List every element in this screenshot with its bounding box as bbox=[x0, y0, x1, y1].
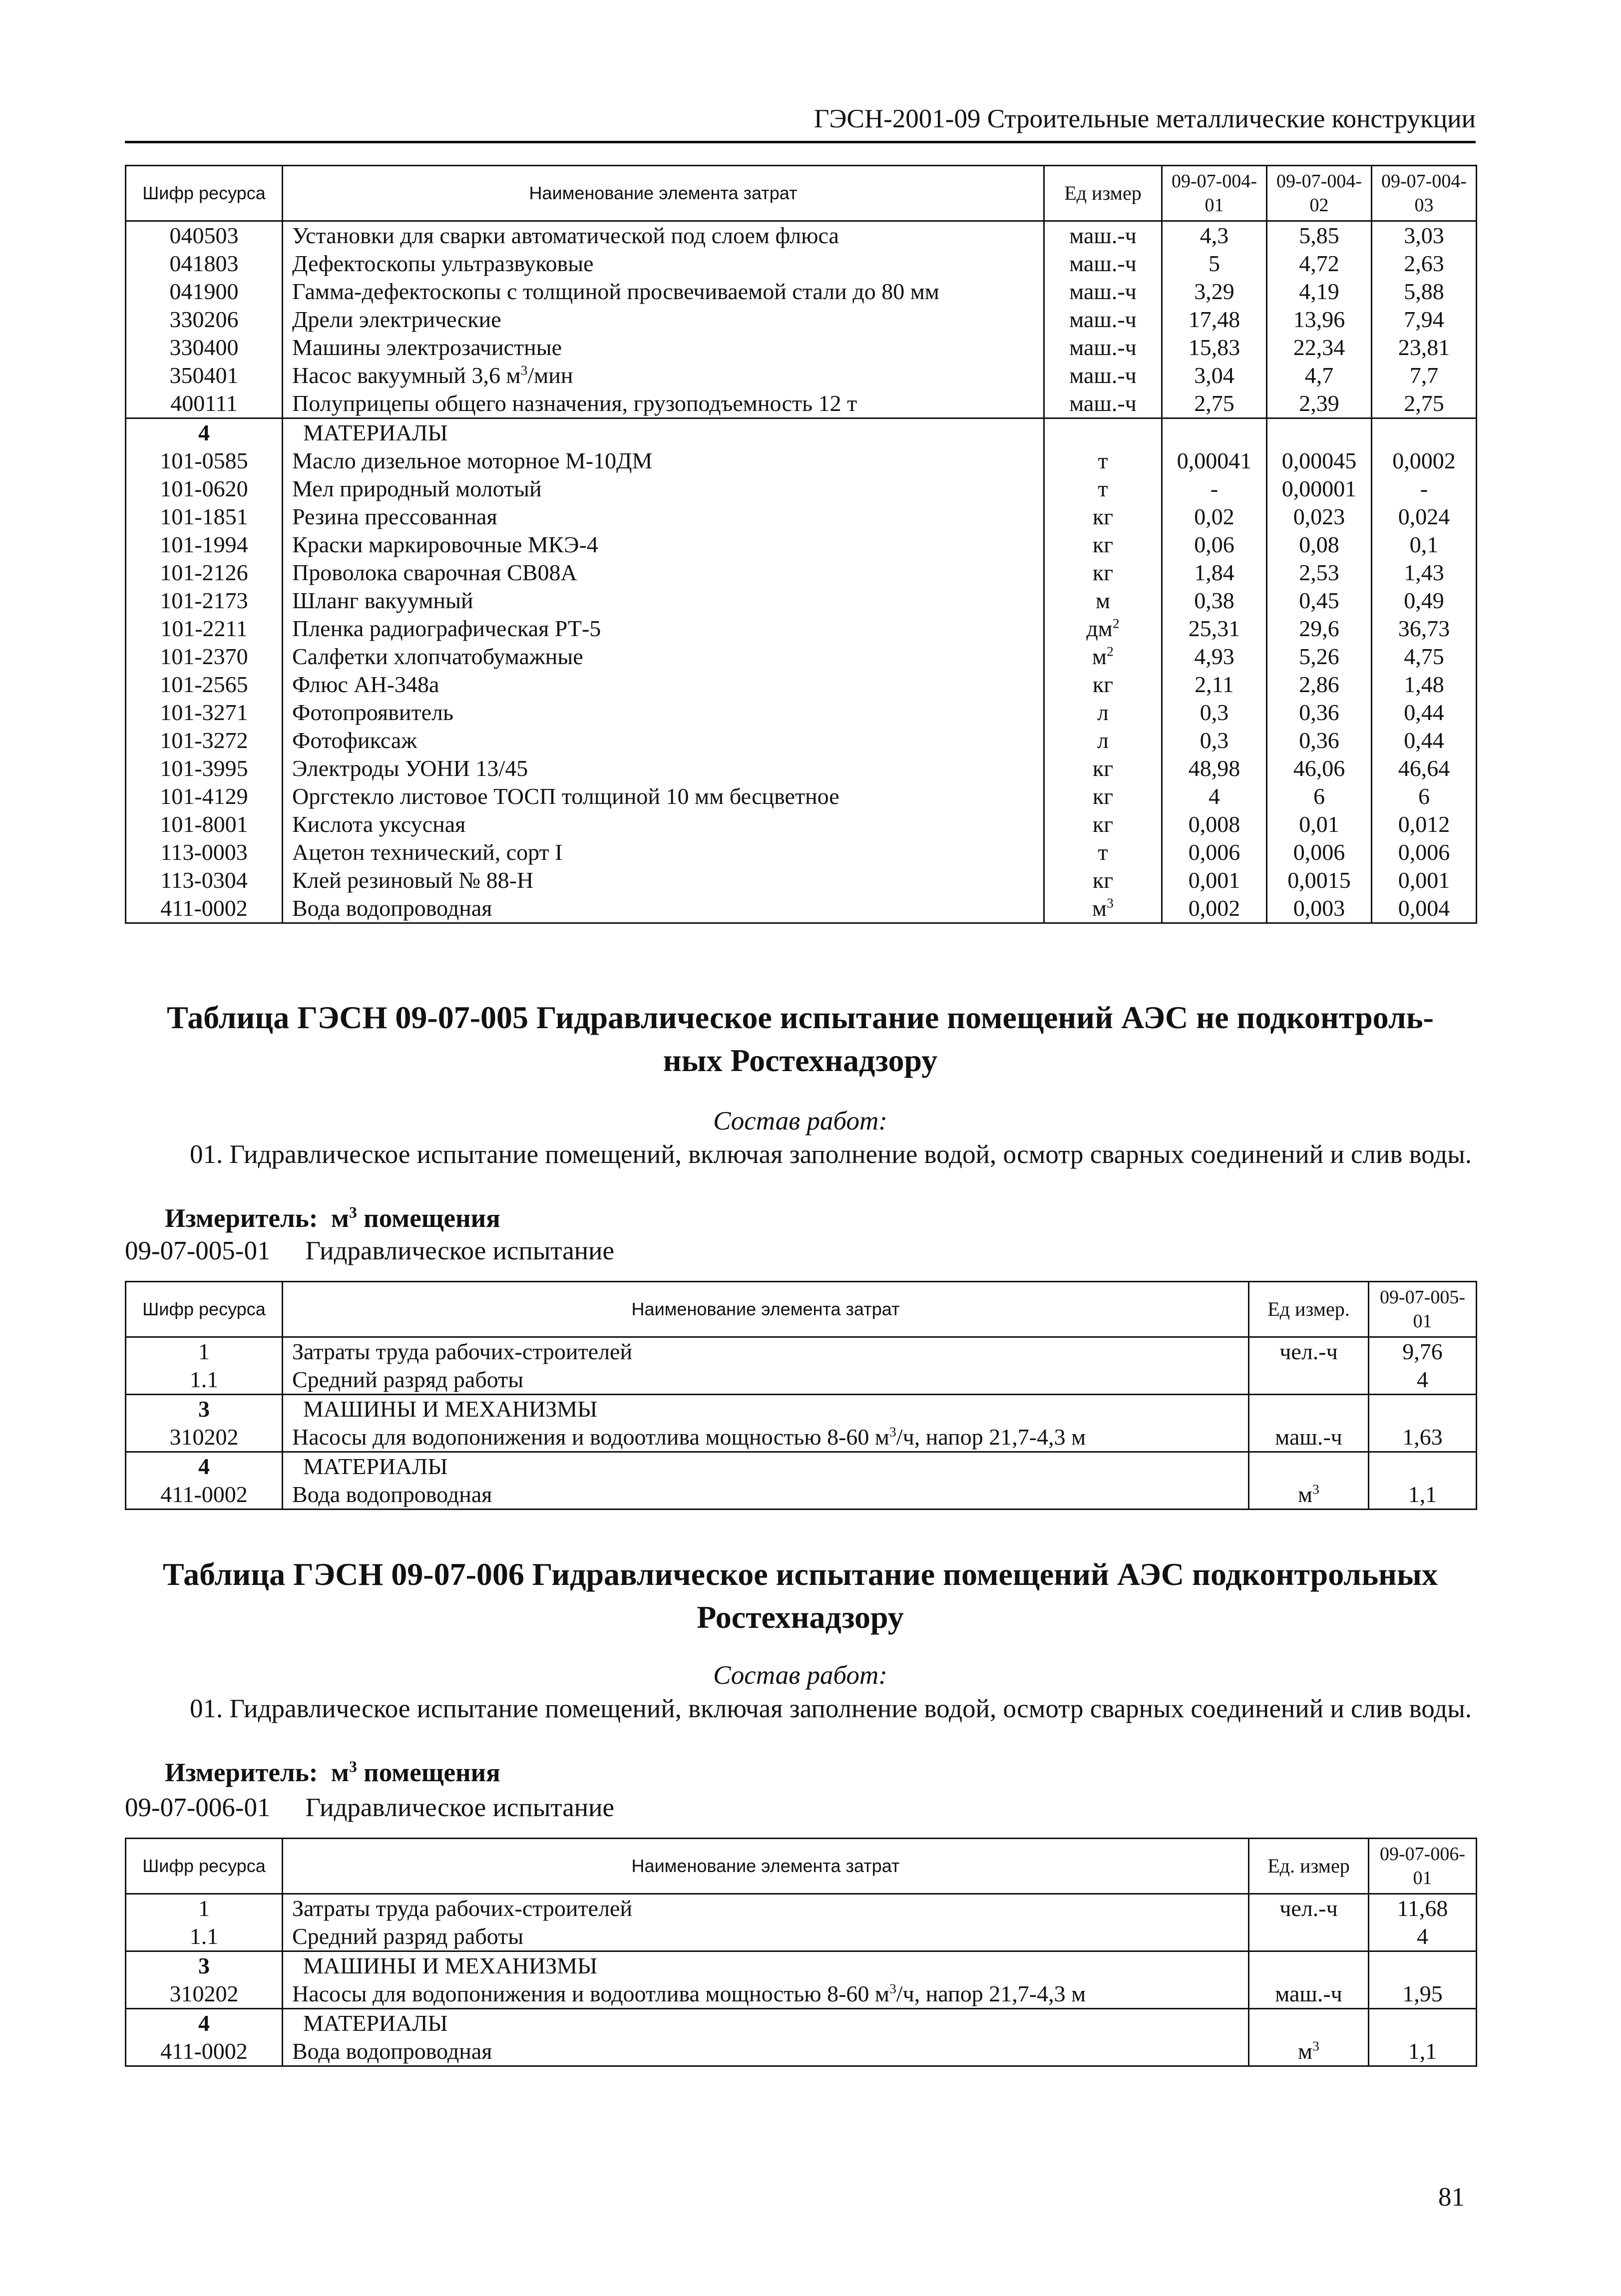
resource-name: Фотопроявитель bbox=[283, 699, 1044, 727]
resource-code: 101-1994 bbox=[126, 531, 283, 559]
table-row bbox=[126, 389, 1477, 418]
norm-value: 0,01 bbox=[1267, 810, 1372, 838]
table-row bbox=[126, 278, 1477, 306]
norm-value: 0,004 bbox=[1372, 894, 1477, 923]
table-row-machine: 310202 Насосы для водопонижения и водоотлива мощностью 8-60 $м^3/ч$, напор 21,7-4,3 м маш.-ч 1,95 bbox=[126, 1980, 1477, 2009]
composition-text: 01. Гидравлическое испытание помещений, включая заполнение водой, осмотр сварных соединений и слив воды. bbox=[190, 1140, 1472, 1169]
cost-table-09-07-004 bbox=[125, 165, 1477, 924]
resource-code: 101-3271 bbox=[126, 699, 283, 727]
norm-name: Гидравлическое испытание bbox=[305, 1236, 615, 1265]
norm-code: 09-07-005-01 bbox=[125, 1236, 271, 1265]
resource-name: Краски маркировочные МКЭ-4 bbox=[283, 531, 1044, 559]
norm-value: 4,3 bbox=[1162, 221, 1267, 250]
resource-code: 101-3995 bbox=[126, 755, 283, 782]
resource-name: Кислота уксусная bbox=[283, 810, 1044, 838]
unit: кг bbox=[1044, 782, 1162, 810]
norm-value: 0,006 bbox=[1372, 838, 1477, 866]
norm-code-line bbox=[125, 1236, 614, 1266]
resource-code: 113-0003 bbox=[126, 838, 283, 866]
table-row-materials-section: 4 МАТЕРИАЛЫ bbox=[126, 1452, 1477, 1481]
unit: маш.-ч bbox=[1044, 278, 1162, 306]
norm-value: 3,03 bbox=[1372, 221, 1477, 250]
column-header-name: Наименование элемента затрат bbox=[283, 1282, 1249, 1337]
norm-value: 0,001 bbox=[1162, 866, 1267, 894]
column-header-code: Шифр ресурса bbox=[126, 166, 283, 221]
resource-code: 400111 bbox=[126, 389, 283, 418]
resource-name: Гамма-дефектоскопы с толщиной просвечиваемой стали до 80 мм bbox=[283, 278, 1044, 306]
unit: кг bbox=[1044, 810, 1162, 838]
unit: маш.-ч bbox=[1044, 334, 1162, 362]
unit: кг bbox=[1044, 671, 1162, 699]
norm-value: 36,73 bbox=[1372, 615, 1477, 643]
section-title: МАТЕРИАЛЫ bbox=[283, 418, 1044, 447]
norm-value: 4,7 bbox=[1267, 362, 1372, 389]
resource-name: Дефектоскопы ультразвуковые bbox=[283, 250, 1044, 278]
norm-value: 2,39 bbox=[1267, 389, 1372, 418]
resource-code: 411-0002 bbox=[126, 894, 283, 923]
norm-value: 0,008 bbox=[1162, 810, 1267, 838]
resource-name: Установки для сварки автоматической под слоем флюса bbox=[283, 221, 1044, 250]
unit: кг bbox=[1044, 531, 1162, 559]
table-row-materials-section: 4 МАТЕРИАЛЫ bbox=[126, 2009, 1477, 2038]
unit: м bbox=[1044, 587, 1162, 615]
column-header-norm-1: 09-07-004-01 bbox=[1162, 166, 1267, 221]
resource-code: 330400 bbox=[126, 334, 283, 362]
table-row bbox=[126, 334, 1477, 362]
norm-value: 4,75 bbox=[1372, 643, 1477, 671]
table-row bbox=[126, 559, 1477, 587]
composition-label: Состав работ: bbox=[713, 1661, 887, 1690]
norm-value: 0,00001 bbox=[1267, 475, 1372, 503]
norm-value: 0,44 bbox=[1372, 699, 1477, 727]
table-title-09-07-006 bbox=[125, 1553, 1476, 1639]
unit: т bbox=[1044, 838, 1162, 866]
table-row-grade: 1.1 Средний разряд работы 4 bbox=[126, 1366, 1477, 1395]
column-header-norm-1: 09-07-005-01 bbox=[1369, 1282, 1477, 1337]
unit: маш.-ч bbox=[1044, 389, 1162, 418]
resource-code: 101-2370 bbox=[126, 643, 283, 671]
resource-code: 041900 bbox=[126, 278, 283, 306]
norm-value: 0,001 bbox=[1372, 866, 1477, 894]
resource-code: 101-4129 bbox=[126, 782, 283, 810]
norm-value: 6 bbox=[1372, 782, 1477, 810]
norm-value: 17,48 bbox=[1162, 306, 1267, 334]
norm-value: 0,44 bbox=[1372, 727, 1477, 755]
resource-code: 113-0304 bbox=[126, 866, 283, 894]
table-row-machine: 310202 Насосы для водопонижения и водоотлива мощностью 8-60 $м^3/ч$, напор 21,7-4,3 м маш.-ч 1,63 bbox=[126, 1423, 1477, 1452]
meter-line bbox=[165, 1203, 500, 1233]
norm-value: 0,006 bbox=[1162, 838, 1267, 866]
column-header-name: Наименование элемента затрат bbox=[283, 166, 1044, 221]
norm-value: 0,0002 bbox=[1372, 447, 1477, 475]
norm-value: 0,023 bbox=[1267, 503, 1372, 531]
section-code: 4 bbox=[126, 418, 283, 447]
unit: кг bbox=[1044, 503, 1162, 531]
norm-value: 0,002 bbox=[1162, 894, 1267, 923]
resource-code: 101-1851 bbox=[126, 503, 283, 531]
norm-value: 7,7 bbox=[1372, 362, 1477, 389]
norm-value: 4 bbox=[1162, 782, 1267, 810]
resource-name: Вода водопроводная bbox=[283, 894, 1044, 923]
norm-value: 0,06 bbox=[1162, 531, 1267, 559]
norm-value: 46,64 bbox=[1372, 755, 1477, 782]
norm-value: 2,63 bbox=[1372, 250, 1477, 278]
table-header-row bbox=[126, 1282, 1477, 1337]
unit: маш.-ч bbox=[1044, 221, 1162, 250]
norm-value: 6 bbox=[1267, 782, 1372, 810]
resource-code: 330206 bbox=[126, 306, 283, 334]
norm-code-line bbox=[125, 1793, 614, 1823]
unit: т bbox=[1044, 475, 1162, 503]
table-row: 350401 Насос вакуумный 3,6 $м^3$/мин маш.-ч 3,04 4,7 7,7 bbox=[126, 362, 1477, 389]
norm-value: 2,53 bbox=[1267, 559, 1372, 587]
norm-value: 3,29 bbox=[1162, 278, 1267, 306]
norm-value: 2,75 bbox=[1162, 389, 1267, 418]
resource-code: 040503 bbox=[126, 221, 283, 250]
table-row bbox=[126, 671, 1477, 699]
norm-value: 0,36 bbox=[1267, 699, 1372, 727]
norm-value: 0,006 bbox=[1267, 838, 1372, 866]
composition-label: Состав работ: bbox=[713, 1107, 887, 1136]
meter-label: Измеритель: bbox=[165, 1204, 318, 1233]
table-row-material: 411-0002 Вода водопроводная $м^3$ 1,1 bbox=[126, 2037, 1477, 2066]
table-row bbox=[126, 727, 1477, 755]
resource-code: 101-0620 bbox=[126, 475, 283, 503]
table-row-machines-section: 3 МАШИНЫ И МЕХАНИЗМЫ bbox=[126, 1395, 1477, 1424]
resource-name: Фотофиксаж bbox=[283, 727, 1044, 755]
norm-value: 46,06 bbox=[1267, 755, 1372, 782]
norm-value: 0,00041 bbox=[1162, 447, 1267, 475]
table-title-09-07-005 bbox=[125, 996, 1476, 1082]
unit: маш.-ч bbox=[1044, 250, 1162, 278]
resource-name: Резина прессованная bbox=[283, 503, 1044, 531]
norm-value: 0,36 bbox=[1267, 727, 1372, 755]
table-row bbox=[126, 838, 1477, 866]
unit: кг bbox=[1044, 559, 1162, 587]
resource-name: Ацетон технический, сорт I bbox=[283, 838, 1044, 866]
resource-code: 101-8001 bbox=[126, 810, 283, 838]
norm-value: 0,49 bbox=[1372, 587, 1477, 615]
norm-value: - bbox=[1372, 475, 1477, 503]
resource-name: Машины электрозачистные bbox=[283, 334, 1044, 362]
resource-code: 101-2126 bbox=[126, 559, 283, 587]
resource-name: Пленка радиографическая РТ-5 bbox=[283, 615, 1044, 643]
unit: маш.-ч bbox=[1044, 306, 1162, 334]
composition-text: 01. Гидравлическое испытание помещений, включая заполнение водой, осмотр сварных соединений и слив воды. bbox=[190, 1694, 1472, 1723]
table-row-grade: 1.1 Средний разряд работы 4 bbox=[126, 1922, 1477, 1951]
resource-code: 350401 bbox=[126, 362, 283, 389]
column-header-norm-1: 09-07-006-01 bbox=[1369, 1839, 1477, 1894]
resource-code: 101-2173 bbox=[126, 587, 283, 615]
table-row bbox=[126, 699, 1477, 727]
resource-code: 101-0585 bbox=[126, 447, 283, 475]
table-row bbox=[126, 531, 1477, 559]
header-rule bbox=[125, 141, 1476, 143]
norm-value: 0,3 bbox=[1162, 727, 1267, 755]
column-header-unit: Ед измер bbox=[1044, 166, 1162, 221]
column-header-norm-2: 09-07-004-02 bbox=[1267, 166, 1372, 221]
resource-name: Полуприцепы общего назначения, грузоподъемность 12 т bbox=[283, 389, 1044, 418]
table-row bbox=[126, 250, 1477, 278]
cost-table-09-07-006 bbox=[125, 1838, 1477, 2067]
norm-name: Гидравлическое испытание bbox=[305, 1793, 615, 1822]
resource-code: 101-2565 bbox=[126, 671, 283, 699]
norm-value: 13,96 bbox=[1267, 306, 1372, 334]
table-row bbox=[126, 306, 1477, 334]
norm-value: 3,04 bbox=[1162, 362, 1267, 389]
column-header-name: Наименование элемента затрат bbox=[283, 1839, 1249, 1894]
norm-value: 1,48 bbox=[1372, 671, 1477, 699]
norm-value: 0,00045 bbox=[1267, 447, 1372, 475]
table-header-row bbox=[126, 166, 1477, 221]
table-row bbox=[126, 221, 1477, 250]
norm-value: 48,98 bbox=[1162, 755, 1267, 782]
norm-value: 0,024 bbox=[1372, 503, 1477, 531]
norm-value: 4,93 bbox=[1162, 643, 1267, 671]
unit: л bbox=[1044, 727, 1162, 755]
column-header-code: Шифр ресурса bbox=[126, 1282, 283, 1337]
norm-value: 22,34 bbox=[1267, 334, 1372, 362]
page-number: 81 bbox=[1438, 2183, 1465, 2212]
column-header-unit: Ед измер. bbox=[1249, 1282, 1369, 1337]
norm-value: 23,81 bbox=[1372, 334, 1477, 362]
table-row: 101-2211 Пленка радиографическая РТ-5 $дм^2$ 25,31 29,6 36,73 bbox=[126, 615, 1477, 643]
norm-value: 15,83 bbox=[1162, 334, 1267, 362]
table-row bbox=[126, 782, 1477, 810]
norm-value: 1,43 bbox=[1372, 559, 1477, 587]
norm-value: 5,26 bbox=[1267, 643, 1372, 671]
unit: л bbox=[1044, 699, 1162, 727]
table-row-material: 411-0002 Вода водопроводная $м^3$ 1,1 bbox=[126, 1481, 1477, 1510]
norm-value: 29,6 bbox=[1267, 615, 1372, 643]
norm-value: 2,75 bbox=[1372, 389, 1477, 418]
unit: кг bbox=[1044, 866, 1162, 894]
norm-value: 0,003 bbox=[1267, 894, 1372, 923]
norm-value: 0,02 bbox=[1162, 503, 1267, 531]
norm-value: 2,11 bbox=[1162, 671, 1267, 699]
column-header-unit: Ед. измер bbox=[1249, 1839, 1369, 1894]
norm-value: 0,38 bbox=[1162, 587, 1267, 615]
cost-table-09-07-005 bbox=[125, 1281, 1477, 1510]
resource-name: Клей резиновый № 88-Н bbox=[283, 866, 1044, 894]
resource-name: Масло дизельное моторное М-10ДМ bbox=[283, 447, 1044, 475]
norm-value: 0,08 bbox=[1267, 531, 1372, 559]
unit: кг bbox=[1044, 755, 1162, 782]
meter-line bbox=[165, 1758, 500, 1788]
norm-value: 0,0015 bbox=[1267, 866, 1372, 894]
resource-name: Флюс АН-348а bbox=[283, 671, 1044, 699]
table-row bbox=[126, 866, 1477, 894]
unit: маш.-ч bbox=[1044, 362, 1162, 389]
running-header: ГЭСН-2001-09 Строительные металлические конструкции bbox=[813, 104, 1476, 133]
resource-name: Проволока сварочная СВ08А bbox=[283, 559, 1044, 587]
table-row bbox=[126, 810, 1477, 838]
norm-value: 0,012 bbox=[1372, 810, 1477, 838]
norm-value: 0,1 bbox=[1372, 531, 1477, 559]
table-row-materials-section bbox=[126, 418, 1477, 447]
table-header-row bbox=[126, 1839, 1477, 1894]
norm-value: 4,19 bbox=[1267, 278, 1372, 306]
table-row bbox=[126, 503, 1477, 531]
norm-code: 09-07-006-01 bbox=[125, 1793, 271, 1822]
norm-value: 25,31 bbox=[1162, 615, 1267, 643]
norm-value: 5,85 bbox=[1267, 221, 1372, 250]
resource-code: 041803 bbox=[126, 250, 283, 278]
resource-code: 101-3272 bbox=[126, 727, 283, 755]
title-line-1: Таблица ГЭСН 09-07-006 Гидравлическое испытание помещений АЭС подконтрольных bbox=[163, 1556, 1438, 1592]
resource-name: Дрели электрические bbox=[283, 306, 1044, 334]
norm-value: 2,86 bbox=[1267, 671, 1372, 699]
resource-name: Оргстекло листовое ТОСП толщиной 10 мм бесцветное bbox=[283, 782, 1044, 810]
unit: т bbox=[1044, 447, 1162, 475]
meter-label: Измеритель: bbox=[165, 1758, 318, 1787]
meter-unit: $м^3$ помещения bbox=[331, 1758, 500, 1787]
norm-value: 0,3 bbox=[1162, 699, 1267, 727]
norm-value: 5 bbox=[1162, 250, 1267, 278]
table-row bbox=[126, 475, 1477, 503]
table-row bbox=[126, 447, 1477, 475]
table-row-labor: 1 Затраты труда рабочих-строителей чел.-ч 9,76 bbox=[126, 1337, 1477, 1366]
resource-code: 101-2211 bbox=[126, 615, 283, 643]
resource-name: Электроды УОНИ 13/45 bbox=[283, 755, 1044, 782]
norm-value: 1,84 bbox=[1162, 559, 1267, 587]
table-row-machines-section: 3 МАШИНЫ И МЕХАНИЗМЫ bbox=[126, 1951, 1477, 1980]
norm-value: 4,72 bbox=[1267, 250, 1372, 278]
resource-name: Салфетки хлопчатобумажные bbox=[283, 643, 1044, 671]
title-line-1: Таблица ГЭСН 09-07-005 Гидравлическое испытание помещений АЭС не подконтроль- bbox=[167, 1000, 1434, 1035]
table-row bbox=[126, 587, 1477, 615]
column-header-code: Шифр ресурса bbox=[126, 1839, 283, 1894]
table-row-labor: 1 Затраты труда рабочих-строителей чел.-ч 11,68 bbox=[126, 1894, 1477, 1923]
title-line-2: Ростехнадзору bbox=[697, 1599, 904, 1635]
meter-unit: $м^3$ помещения bbox=[331, 1203, 500, 1233]
norm-value: 0,45 bbox=[1267, 587, 1372, 615]
column-header-norm-3: 09-07-004-03 bbox=[1372, 166, 1477, 221]
norm-value: - bbox=[1162, 475, 1267, 503]
title-line-2: ных Ростехнадзору bbox=[663, 1043, 938, 1078]
table-row bbox=[126, 755, 1477, 782]
table-row: 411-0002 Вода водопроводная $м^3$ 0,002 0,003 0,004 bbox=[126, 894, 1477, 923]
norm-value: 7,94 bbox=[1372, 306, 1477, 334]
resource-name: Мел природный молотый bbox=[283, 475, 1044, 503]
norm-value: 5,88 bbox=[1372, 278, 1477, 306]
table-row: 101-2370 Салфетки хлопчатобумажные $м^2$ 4,93 5,26 4,75 bbox=[126, 643, 1477, 671]
resource-name: Шланг вакуумный bbox=[283, 587, 1044, 615]
